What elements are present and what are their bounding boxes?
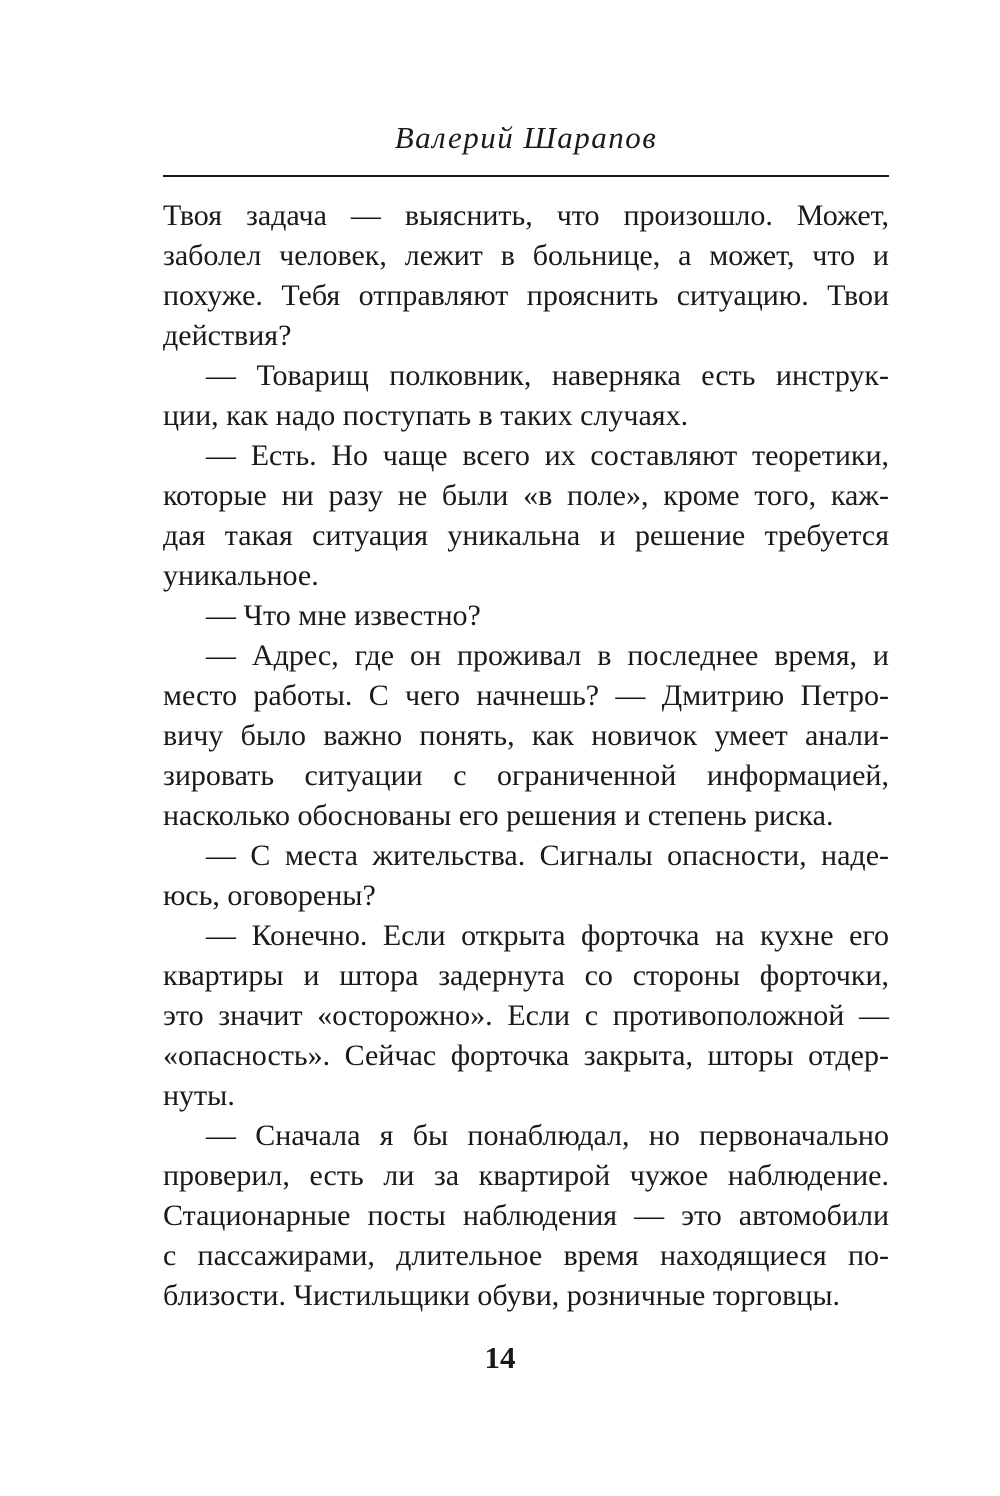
text-line: близости. Чистильщики обуви, розничные торговцы. <box>163 1279 840 1312</box>
text-line: зировать ситуации с ограниченной информацией, <box>163 759 889 792</box>
header-rule <box>163 175 889 177</box>
text-line: дая такая ситуация уникальна и решение требуется <box>163 519 889 552</box>
page-number: 14 <box>484 1340 516 1375</box>
text-line: Стационарные посты наблюдения — это автомобили <box>163 1199 889 1232</box>
text-line: юсь, оговорены? <box>163 879 376 912</box>
text-line: место работы. С чего начнешь? — Дмитрию Петро- <box>163 679 889 712</box>
text-line: проверил, есть ли за квартирой чужое наблюдение. <box>163 1159 889 1192</box>
text-line: — Товарищ полковник, наверняка есть инструк- <box>206 359 889 392</box>
text-line: это значит «осторожно». Если с противоположной — <box>163 999 889 1032</box>
text-line: похуже. Тебя отправляют прояснить ситуацию. Твои <box>163 279 889 312</box>
text-line: с пассажирами, длительное время находящиеся по- <box>163 1239 889 1272</box>
text-line: которые ни разу не были «в поле», кроме того, каж- <box>163 479 889 512</box>
body-text <box>163 196 889 1316</box>
running-head-author: Валерий Шарапов <box>394 120 658 155</box>
text-line: — Конечно. Если открыта форточка на кухне его <box>206 919 889 952</box>
text-line: — С места жительства. Сигналы опасности, наде- <box>206 839 889 872</box>
text-line: — Что мне известно? <box>206 599 481 632</box>
text-line: — Адрес, где он проживал в последнее время, и <box>206 639 889 672</box>
text-line: Твоя задача — выяснить, что произошло. Может, <box>163 199 889 232</box>
text-line: насколько обоснованы его решения и степень риска. <box>163 799 834 832</box>
text-line: — Есть. Но чаще всего их составляют теоретики, <box>206 439 889 472</box>
text-line: — Сначала я бы понаблюдал, но первоначально <box>206 1119 889 1152</box>
text-line: нуты. <box>163 1079 235 1112</box>
text-line: «опасность». Сейчас форточка закрыта, шторы отдер- <box>163 1039 889 1072</box>
text-line: действия? <box>163 319 292 352</box>
text-line: вичу было важно понять, как новичок умеет анали- <box>163 719 889 752</box>
text-line: уникальное. <box>163 559 319 592</box>
text-line: ции, как надо поступать в таких случаях. <box>163 399 689 432</box>
text-line: квартиры и штора задернута со стороны форточки, <box>163 959 889 992</box>
text-line: заболел человек, лежит в больнице, а может, что и <box>163 239 889 272</box>
